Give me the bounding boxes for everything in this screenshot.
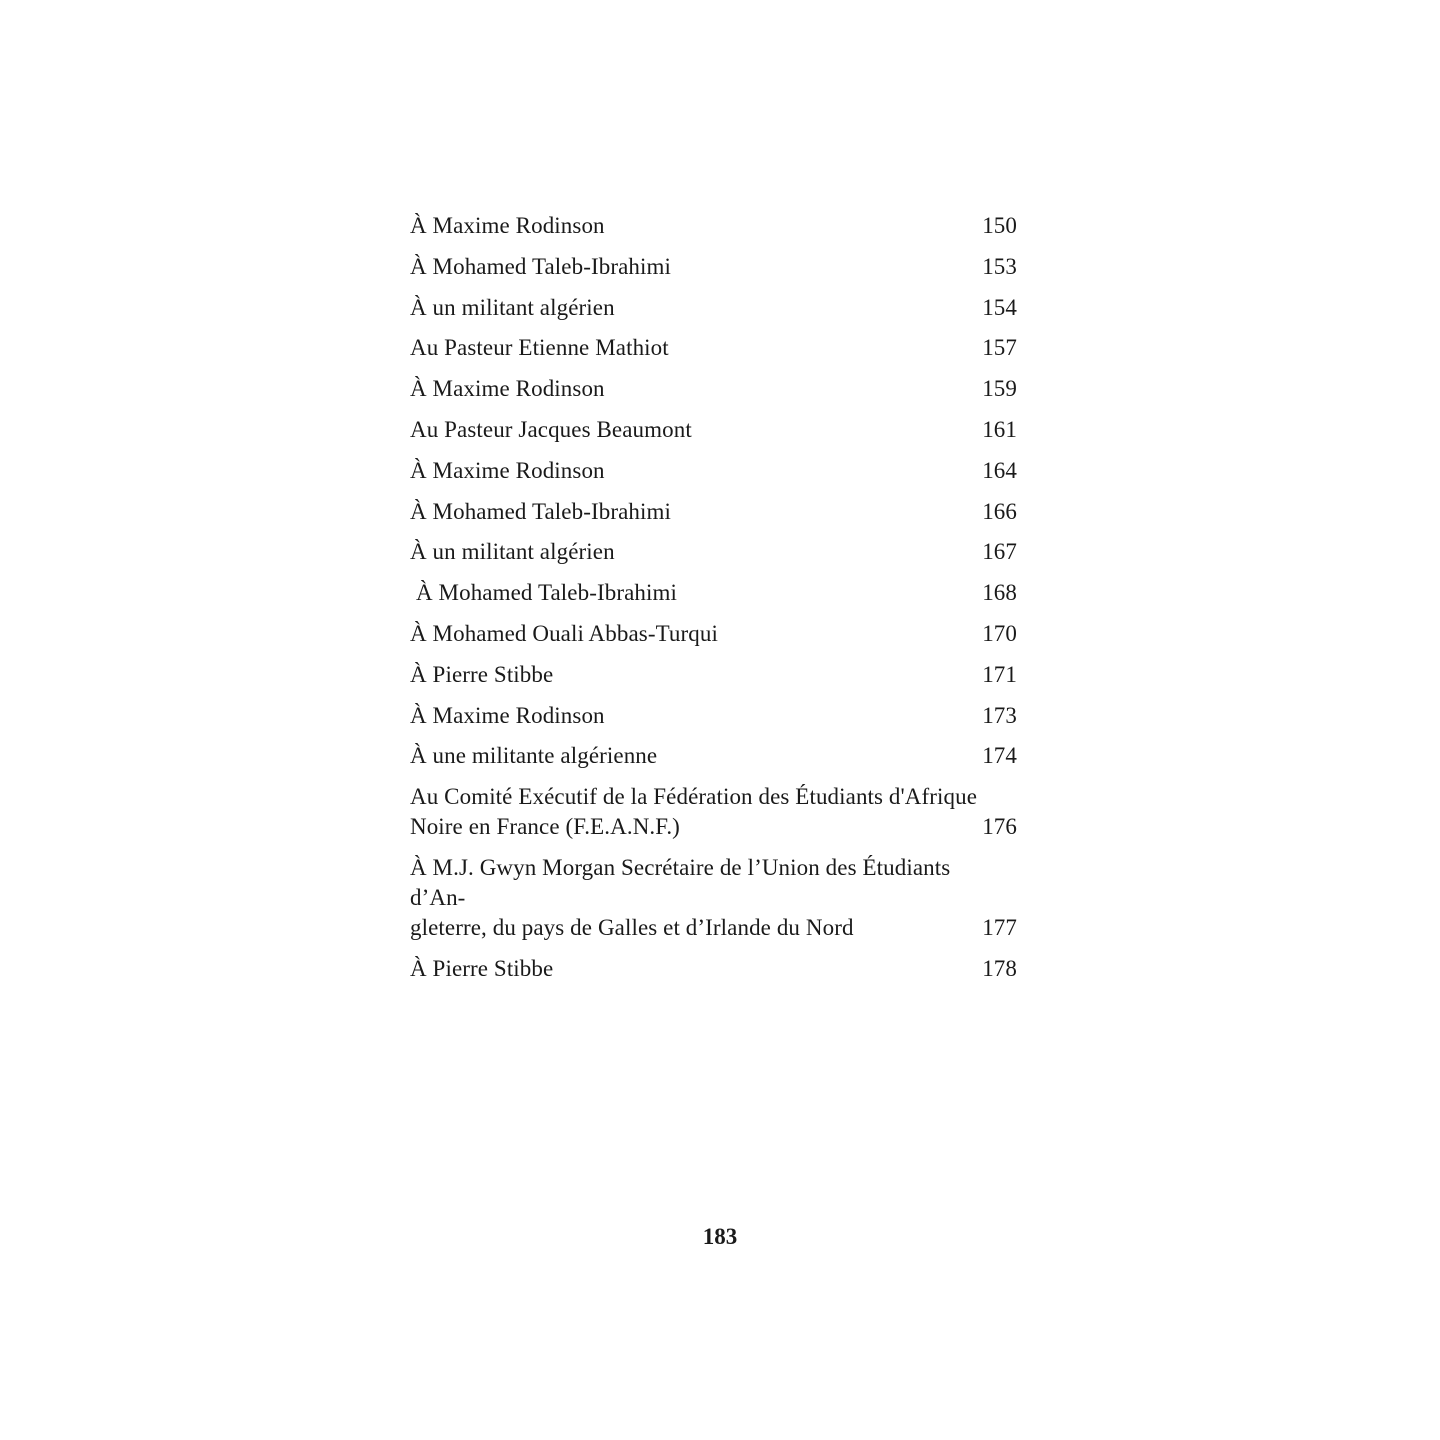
toc-entry-title-line: gleterre, du pays de Galles et d’Irlande du Nord — [410, 914, 854, 940]
toc-entry-page: 170 — [982, 620, 1017, 646]
toc-entry-title: Au Pasteur Etienne Mathiot — [410, 335, 669, 361]
toc-entry-title: À un militant algérien — [410, 294, 615, 320]
toc-entry-page: 153 — [982, 253, 1017, 279]
toc-entry-title: À Pierre Stibbe — [410, 661, 554, 687]
toc-entry — [410, 619, 1017, 649]
toc-entry-page: 178 — [982, 955, 1017, 981]
toc-entry — [410, 374, 1017, 404]
toc-entry — [410, 701, 1017, 731]
toc-entry — [410, 537, 1017, 567]
toc-entry — [410, 782, 1017, 842]
toc-entry-page: 154 — [982, 294, 1017, 320]
toc-entry-page: 150 — [982, 213, 1017, 238]
toc-entry-title — [410, 782, 977, 842]
toc-entry — [410, 497, 1017, 527]
toc-entry — [410, 333, 1017, 363]
toc-entry-page: 174 — [982, 743, 1017, 769]
toc-entry-title: À Mohamed Taleb-Ibrahimi — [416, 580, 677, 606]
page-number: 183 — [702, 1224, 738, 1249]
toc-entry-title: À un militant algérien — [410, 539, 615, 565]
toc-entry-page: 159 — [982, 376, 1017, 402]
toc-entry-title: À une militante algérienne — [410, 743, 658, 769]
toc-entry-title: À Maxime Rodinson — [410, 376, 605, 402]
toc-entry — [410, 252, 1017, 282]
toc-entry-page: 161 — [982, 416, 1017, 442]
toc-entry-title-line: Noire en France (F.E.A.N.F.) — [410, 814, 680, 840]
toc-entry-page: 177 — [982, 914, 1017, 940]
toc-entry-title: À Maxime Rodinson — [410, 457, 605, 483]
toc-entry-page: 171 — [982, 661, 1017, 687]
toc-entry-page: 166 — [982, 498, 1017, 524]
toc-entry — [410, 456, 1017, 486]
toc-entry-page: 164 — [982, 457, 1017, 483]
toc-entry-title: À Maxime Rodinson — [410, 702, 605, 728]
toc-entry-title: À Pierre Stibbe — [410, 955, 554, 981]
toc-entry — [410, 211, 1017, 241]
toc-entry — [410, 415, 1017, 445]
table-of-contents — [410, 211, 1017, 995]
toc-entry — [410, 954, 1017, 984]
toc-entry-title — [410, 853, 977, 943]
toc-entry-page: 167 — [982, 539, 1017, 565]
toc-entry — [410, 853, 1017, 943]
toc-entry-title: À Mohamed Taleb-Ibrahimi — [410, 498, 671, 524]
toc-entry — [410, 293, 1017, 323]
toc-entry — [410, 660, 1017, 690]
toc-entry-page: 173 — [982, 702, 1017, 728]
toc-entry — [410, 741, 1017, 771]
toc-entry-title-line: Au Comité Exécutif de la Fédération des Étudiants d'Afrique — [410, 784, 978, 810]
toc-entry — [410, 578, 1017, 608]
toc-entry-title: À Maxime Rodinson — [410, 213, 605, 238]
toc-entry-title: À Mohamed Taleb-Ibrahimi — [410, 253, 671, 279]
toc-entry-title: À Mohamed Ouali Abbas-Turqui — [410, 620, 718, 646]
toc-entry-page: 157 — [982, 335, 1017, 361]
toc-entry-title-line: À M.J. Gwyn Morgan Secrétaire de l’Union des Étudiants d’An- — [410, 854, 951, 910]
toc-entry-title: Au Pasteur Jacques Beaumont — [410, 416, 692, 442]
toc-entry-page: 168 — [982, 580, 1017, 606]
toc-entry-page: 176 — [982, 814, 1017, 840]
